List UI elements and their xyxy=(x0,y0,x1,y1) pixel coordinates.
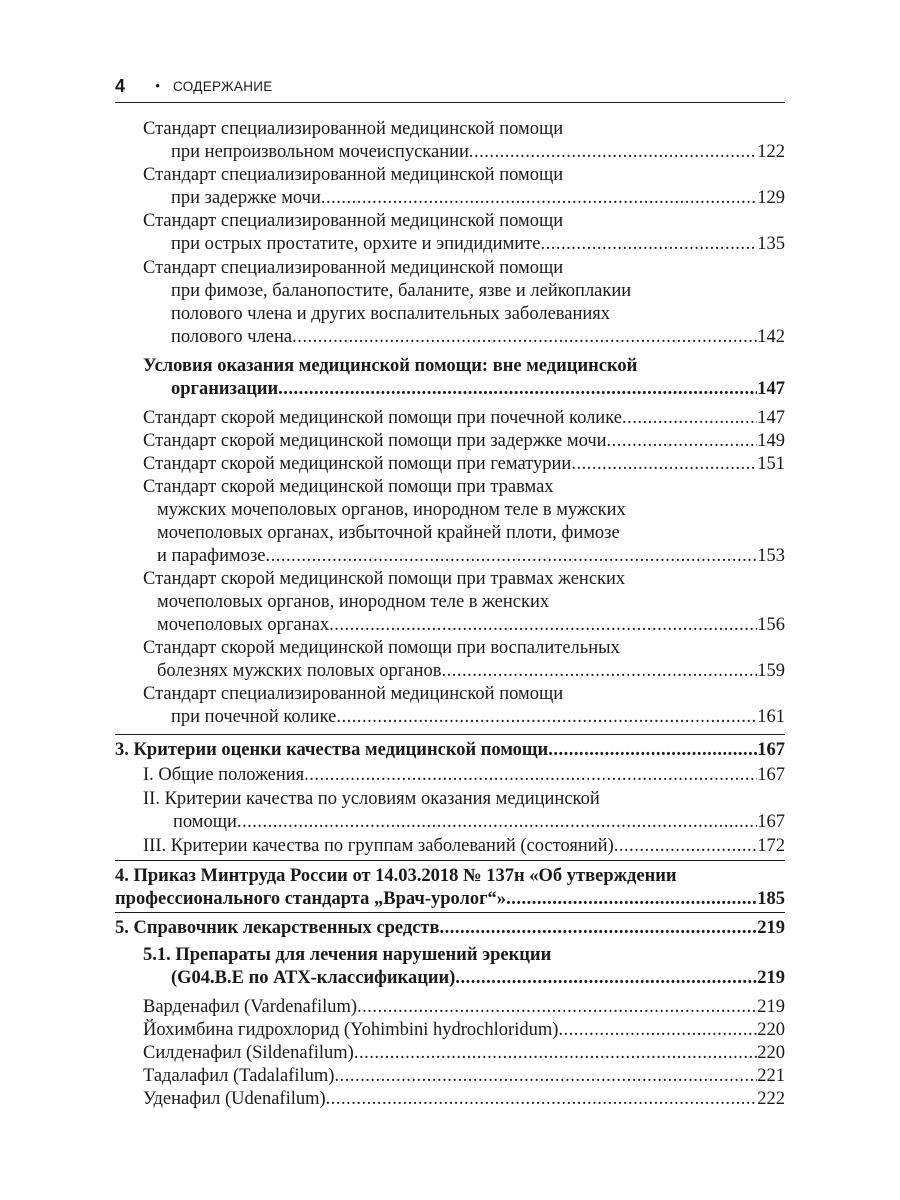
toc-entry-title: 4. Приказ Минтруда России от 14.03.2018 № 137н «Об утверждении xyxy=(115,866,677,886)
toc-entry xyxy=(143,1042,785,1065)
toc-page-number: 135 xyxy=(757,234,785,254)
toc-entry-title: помощи xyxy=(173,812,237,832)
dot-leader xyxy=(540,233,757,256)
dot-leader xyxy=(357,996,757,1019)
toc-page-number: 221 xyxy=(757,1066,785,1086)
toc-page-number: 185 xyxy=(757,889,785,909)
toc-entry xyxy=(143,1088,785,1111)
toc-page-number: 220 xyxy=(757,1043,785,1063)
toc-entry-title: Стандарт специализированной медицинской помощи xyxy=(143,211,564,231)
toc-entry xyxy=(143,476,785,568)
toc-entry-title: Стандарт специализированной медицинской помощи xyxy=(143,258,564,278)
toc-entry xyxy=(143,355,785,401)
dot-leader xyxy=(558,1019,757,1042)
toc-page-number: 219 xyxy=(757,918,785,938)
toc-page-number: 172 xyxy=(757,836,785,856)
toc-entry-title: при острых простатите, орхите и эпидидимите xyxy=(171,234,541,254)
toc-page-number: 129 xyxy=(757,188,785,208)
toc-entry xyxy=(143,637,785,683)
toc-entry-title: II. Критерии качества по условиям оказания медицинской xyxy=(143,789,600,809)
toc-entry-title: Варденафил (Vardenafilum) xyxy=(143,997,358,1017)
toc-entry-title: Стандарт специализированной медицинской помощи xyxy=(143,165,564,185)
toc-entry xyxy=(143,788,785,834)
toc-entry-title: Силденафил (Sildenafilum) xyxy=(143,1043,354,1063)
toc-page-number: 153 xyxy=(757,546,785,566)
toc-entry-title: полового члена и других воспалительных заболеваниях xyxy=(171,304,611,324)
toc-entry xyxy=(143,453,785,476)
toc-page-number: 222 xyxy=(757,1089,785,1109)
toc-page-number: 167 xyxy=(757,740,785,760)
dot-leader xyxy=(441,660,757,683)
toc-entry-title: Йохимбина гидрохлорид (Yohimbini hydrochloridum) xyxy=(143,1020,559,1040)
toc-entry xyxy=(143,835,785,858)
toc-entry xyxy=(143,683,785,729)
bullet-separator: • xyxy=(155,79,161,95)
toc-entry-title: мужских мочеполовых органов, инородном теле в мужских xyxy=(157,500,626,520)
toc-entry-title: (G04.B.E по АТХ-классификации) xyxy=(171,968,456,988)
page-number: 4 xyxy=(115,76,126,96)
toc-entry xyxy=(143,996,785,1019)
dot-leader xyxy=(304,764,757,787)
toc-page-number: 149 xyxy=(757,431,785,451)
toc-page-number: 156 xyxy=(757,615,785,635)
dot-leader xyxy=(469,141,757,164)
dot-leader xyxy=(548,739,757,762)
dot-leader xyxy=(237,811,757,834)
toc-entry-title: Стандарт скорой медицинской помощи при задержке мочи xyxy=(143,431,607,451)
toc-entry-title: при почечной колике xyxy=(171,707,337,727)
toc-entry-title: III. Критерии качества по группам заболеваний (состояний) xyxy=(143,836,614,856)
toc-entry-title: мочеполовых органах, избыточной крайней плоти, фимозе xyxy=(157,523,620,543)
toc-entry-title: при непроизвольном мочеиспускании xyxy=(171,142,469,162)
toc-page-number: 122 xyxy=(757,142,785,162)
toc-entry-title: 5.1. Препараты для лечения нарушений эрекции xyxy=(143,945,552,965)
dot-leader xyxy=(326,1088,758,1111)
toc-entry-title: Тадалафил (Tadalafilum) xyxy=(143,1066,335,1086)
toc-page-number: 159 xyxy=(757,661,785,681)
toc-entry-title: болезнях мужских половых органов xyxy=(157,661,442,681)
dot-leader xyxy=(622,407,757,430)
toc-entry-title: мочеполовых органах xyxy=(157,615,330,635)
dot-leader xyxy=(354,1042,757,1065)
toc-entry xyxy=(143,1065,785,1088)
dot-leader xyxy=(329,614,757,637)
toc-entry-title: Стандарт скорой медицинской помощи при почечной колике xyxy=(143,408,622,428)
toc-entry xyxy=(143,407,785,430)
dot-leader xyxy=(265,545,757,568)
dot-leader xyxy=(571,453,757,476)
toc-entry-title: полового члена xyxy=(171,327,293,347)
toc-entry-title: 5. Справочник лекарственных средств xyxy=(115,918,440,938)
toc-entry xyxy=(115,860,785,911)
toc-page-number: 220 xyxy=(757,1020,785,1040)
toc-page-number: 161 xyxy=(757,707,785,727)
toc-entry xyxy=(143,257,785,349)
toc-entry-title: мочеполовых органов, инородном теле в женских xyxy=(157,592,550,612)
toc-entry-title: организации xyxy=(171,379,279,399)
dot-leader xyxy=(607,430,758,453)
toc-entry-title: Стандарт скорой медицинской помощи при воспалительных xyxy=(143,638,620,658)
toc-entry-title: при фимозе, баланопостите, баланите, язве и лейкоплакии xyxy=(171,281,632,301)
toc-entry-title: Условия оказания медицинской помощи: вне медицинской xyxy=(143,356,638,376)
toc-page-number: 167 xyxy=(757,812,785,832)
toc-entry-title: Стандарт специализированной медицинской помощи xyxy=(143,684,564,704)
toc-entry xyxy=(143,764,785,787)
dot-leader xyxy=(336,706,757,729)
toc-entry xyxy=(143,944,785,990)
toc-entry-title: Стандарт скорой медицинской помощи при травмах xyxy=(143,477,554,497)
toc-entry-title: при задержке мочи xyxy=(171,188,321,208)
toc-entry xyxy=(143,118,785,164)
dot-leader xyxy=(440,917,758,940)
dot-leader xyxy=(614,835,758,858)
toc-entry xyxy=(143,430,785,453)
toc-entry xyxy=(115,734,785,762)
toc-entry xyxy=(143,1019,785,1042)
toc-entry-title: профессионального стандарта „Врач-уролог“» xyxy=(115,889,507,909)
toc-page-number: 219 xyxy=(757,968,785,988)
toc-entry-title: Стандарт скорой медицинской помощи при травмах женских xyxy=(143,569,626,589)
toc-page-number: 151 xyxy=(757,454,785,474)
dot-leader xyxy=(455,967,757,990)
dot-leader xyxy=(506,888,757,911)
dot-leader xyxy=(292,326,757,349)
toc-page-number: 167 xyxy=(757,765,785,785)
toc-entry xyxy=(143,164,785,210)
toc-entry-title: и парафимозе xyxy=(157,546,266,566)
toc-entry-title: I. Общие положения xyxy=(143,765,305,785)
toc-page-number: 147 xyxy=(757,379,785,399)
dot-leader xyxy=(278,378,757,401)
dot-leader xyxy=(321,187,757,210)
toc-entry-title: 3. Критерии оценки качества медицинской помощи xyxy=(115,740,549,760)
dot-leader xyxy=(334,1065,757,1088)
toc-entry xyxy=(115,912,785,940)
toc-entry-title: Стандарт скорой медицинской помощи при гематурии xyxy=(143,454,572,474)
toc-entry xyxy=(143,210,785,256)
toc-page-number: 142 xyxy=(757,327,785,347)
toc-entry-title: Стандарт специализированной медицинской помощи xyxy=(143,119,564,139)
toc-entry-title: Уденафил (Udenafilum) xyxy=(143,1089,326,1109)
toc-page-number: 147 xyxy=(757,408,785,428)
section-title: СОДЕРЖАНИЕ xyxy=(173,79,273,94)
toc-entry xyxy=(143,568,785,637)
toc-page-number: 219 xyxy=(757,997,785,1017)
